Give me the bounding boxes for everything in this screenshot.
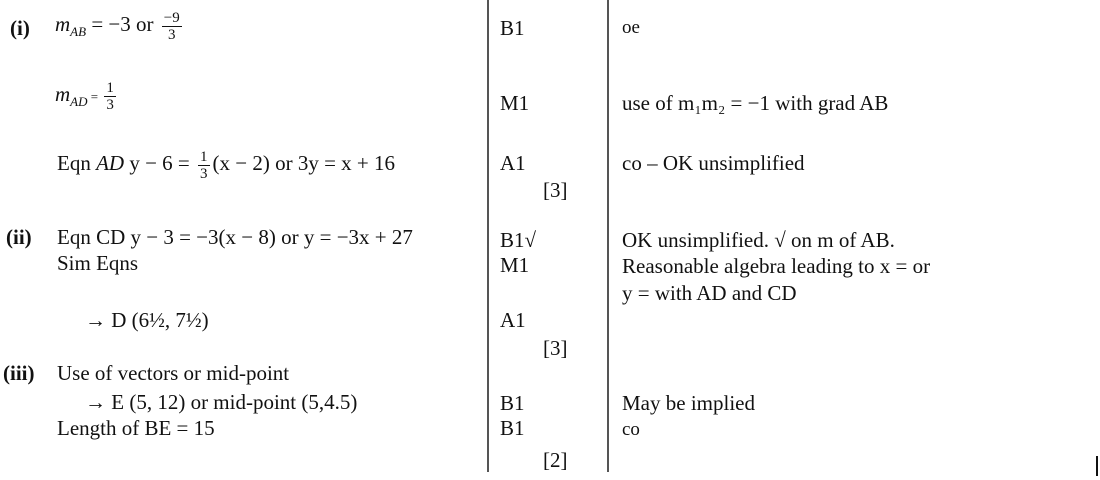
line-name: AD: [96, 151, 125, 175]
comment: co: [622, 419, 640, 440]
mark: M1: [500, 253, 530, 277]
part-iii-point-e: → E (5, 12) or mid-point (5,4.5): [85, 390, 358, 414]
mark: B1: [500, 391, 525, 415]
denominator: 3: [167, 26, 176, 43]
text: y − 6 =: [124, 151, 196, 175]
mark: A1: [500, 151, 526, 175]
part-ii-label: (ii): [6, 225, 32, 249]
comment: oe: [622, 17, 640, 38]
denominator: 3: [106, 96, 114, 113]
fraction: [162, 10, 182, 43]
mark-total: [2]: [543, 448, 568, 472]
part-ii-sim-eqns: Sim Eqns: [57, 251, 139, 275]
comment: use of m₁m₂ = −1 with grad AB: [622, 91, 889, 115]
fraction: [104, 80, 116, 113]
column-divider-marks: [487, 0, 489, 472]
fraction: [198, 149, 210, 182]
part-iii-length-be: Length of BE = 15: [57, 416, 215, 440]
m-symbol: m: [55, 82, 71, 106]
comment: May be implied: [622, 391, 755, 415]
mark: B1: [500, 16, 525, 40]
m-symbol: m: [55, 12, 71, 36]
mark: A1: [500, 308, 526, 332]
comment: Reasonable algebra leading to x = or: [622, 254, 931, 278]
comment: OK unsimplified. √ on m of AB.: [622, 228, 895, 252]
mark-total: [3]: [543, 336, 568, 360]
text: Eqn: [57, 151, 97, 175]
numerator: −9: [163, 9, 180, 26]
part-i-gradient-ad: [55, 72, 119, 119]
mark: M1: [500, 91, 530, 115]
comment: co – OK unsimplified: [622, 151, 805, 175]
subscript: AD: [70, 94, 88, 109]
mark: B1√: [500, 228, 537, 252]
subscript: AB: [70, 24, 87, 39]
part-iii-method: Use of vectors or mid-point: [57, 361, 290, 385]
text: = −3 or: [86, 12, 154, 36]
part-i-gradient-ab: [55, 2, 185, 49]
numerator: 1: [200, 148, 208, 165]
denominator: 3: [200, 165, 208, 182]
comment: y = with AD and CD: [622, 281, 797, 305]
mark: B1: [500, 416, 525, 440]
numerator: 1: [106, 79, 114, 96]
equals: =: [87, 89, 102, 104]
part-i-equation-ad: [57, 141, 395, 185]
text-cursor: [1096, 456, 1098, 476]
part-ii-point-d: → D (6½, 7½): [85, 308, 209, 332]
part-i-label: (i): [10, 16, 30, 40]
part-iii-label: (iii): [3, 361, 35, 385]
part-ii-equation-cd: Eqn CD y − 3 = −3(x − 8) or y = −3x + 27: [57, 225, 413, 249]
column-divider-comments: [607, 0, 609, 472]
mark-total: [3]: [543, 178, 568, 202]
text: (x − 2) or 3y = x + 16: [212, 151, 396, 175]
